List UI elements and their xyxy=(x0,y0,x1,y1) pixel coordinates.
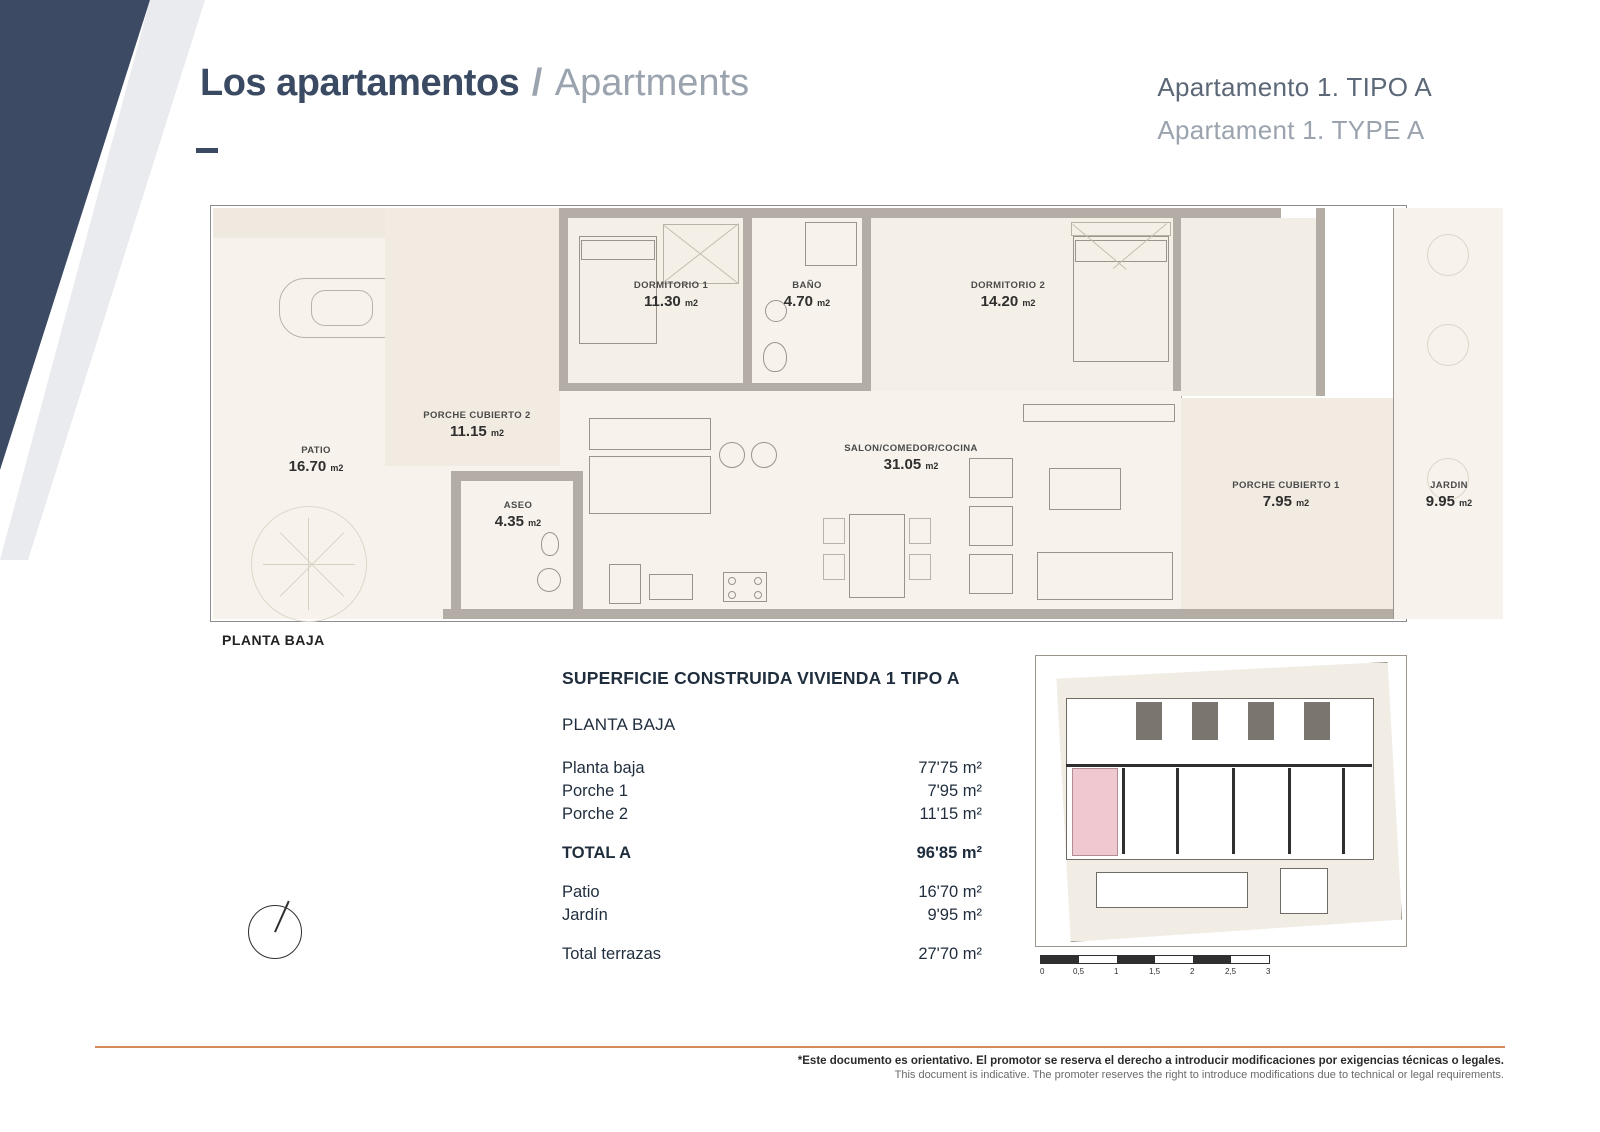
title-underline-dash xyxy=(196,148,218,153)
wall-aseo-top xyxy=(451,471,583,481)
footer-divider xyxy=(95,1046,1505,1048)
sink-icon-kitchen xyxy=(649,574,693,600)
key-plan-highlight-unit xyxy=(1072,768,1118,856)
areas-heading: SUPERFICIE CONSTRUIDA VIVIENDA 1 TIPO A xyxy=(562,668,960,688)
areas-summary xyxy=(562,668,992,966)
apartment-heading-es: Apartamento 1. TIPO A xyxy=(1157,72,1432,102)
area-label: Patio xyxy=(562,883,600,901)
label-jardin: JARDIN 9.95 m2 xyxy=(1425,480,1473,510)
label-aseo: ASEO 4.35 m2 xyxy=(494,500,542,530)
key-plan-wall-2 xyxy=(1176,768,1179,854)
tree-branch-2 xyxy=(308,518,309,610)
label-patio: PATIO 16.70 m2 xyxy=(288,445,344,475)
wardrobe-2 xyxy=(1071,222,1171,236)
wall-aseo-right xyxy=(573,471,583,619)
page-title-en: Apartments xyxy=(554,62,750,104)
page-title xyxy=(200,62,749,105)
table-row xyxy=(562,780,982,803)
title-separator: / xyxy=(531,62,543,104)
key-plan-stair-1 xyxy=(1136,702,1162,740)
area-value: 7'95 m² xyxy=(927,782,982,800)
wall-bano-right xyxy=(862,208,871,390)
shrub-icon-1 xyxy=(1427,234,1469,276)
footer-disclaimer-es: *Este documento es orientativo. El promotor se reserva el derecho a introducir modificaciones por exigencias técnicas o legales. xyxy=(797,1055,1504,1067)
kitchen-counter xyxy=(589,456,711,514)
label-porche-1: PORCHE CUBIERTO 1 7.95 m2 xyxy=(1232,480,1340,510)
apartment-heading-en: Apartament 1. TYPE A xyxy=(1157,115,1425,145)
terraces-value: 27'70 m² xyxy=(918,945,982,963)
table-row-total xyxy=(562,826,982,865)
label-dormitorio-1: DORMITORIO 1 11.30 m2 xyxy=(633,280,709,310)
key-plan-wall-5 xyxy=(1342,768,1345,854)
scale-segment-1 xyxy=(1041,955,1079,964)
footer-disclaimer xyxy=(798,1055,1504,1081)
shower-icon-bano xyxy=(805,222,857,266)
key-plan-stair-2 xyxy=(1192,702,1218,740)
key-plan-wall-1 xyxy=(1122,768,1125,854)
hob-burner-1 xyxy=(728,577,736,585)
area-label: Planta baja xyxy=(562,759,645,777)
table-row xyxy=(562,803,982,826)
area-value: 11'15 m² xyxy=(919,805,982,823)
areas-subheading: PLANTA BAJA xyxy=(562,715,676,734)
area-label: Porche 1 xyxy=(562,782,629,800)
area-value: 16'70 m² xyxy=(918,883,982,901)
scale-tick: 2,5 xyxy=(1225,967,1237,976)
wall-bottom-main xyxy=(443,609,1393,619)
sink-icon-aseo xyxy=(537,568,561,592)
total-label: TOTAL A xyxy=(562,844,632,862)
total-value: 96'85 m² xyxy=(916,844,982,862)
shrub-icon-2 xyxy=(1427,324,1469,366)
dining-chair-2 xyxy=(823,554,845,580)
scale-bar xyxy=(1040,955,1270,989)
hob-burner-4 xyxy=(754,591,762,599)
tv-unit xyxy=(1023,404,1175,422)
areas-table xyxy=(562,757,982,966)
label-bano: BAÑO 4.70 m2 xyxy=(783,280,831,310)
wall-right-upper xyxy=(1316,208,1325,396)
key-plan-wall-3 xyxy=(1232,768,1235,854)
label-porche-2: PORCHE CUBIERTO 2 11.15 m2 xyxy=(423,410,531,440)
table-row xyxy=(562,865,982,904)
car-windshield-1 xyxy=(311,290,373,326)
wall-dorm1-right xyxy=(743,208,752,390)
jardin-edge xyxy=(1393,208,1394,619)
table-row xyxy=(562,904,982,927)
scale-tick: 3 xyxy=(1266,967,1271,976)
key-plan-pool xyxy=(1096,872,1248,908)
hob-burner-3 xyxy=(728,591,736,599)
scale-tick: 2 xyxy=(1190,967,1195,976)
key-plan-service-block xyxy=(1280,868,1328,914)
compass-north-icon xyxy=(248,905,302,959)
bed-pillow-2 xyxy=(1075,240,1167,262)
key-plan-stair-3 xyxy=(1248,702,1274,740)
wall-left-main xyxy=(559,208,568,388)
hood-circle-1 xyxy=(719,442,745,468)
wall-bano-bottom xyxy=(752,383,871,391)
scale-tick: 1,5 xyxy=(1149,967,1161,976)
scale-tick: 0,5 xyxy=(1073,967,1085,976)
wall-aseo-left xyxy=(451,471,461,619)
sofa-icon xyxy=(1037,552,1173,600)
scale-tick: 0 xyxy=(1040,967,1045,976)
coffee-table xyxy=(1049,468,1121,510)
table-row-terraces xyxy=(562,927,982,966)
key-plan xyxy=(1035,655,1407,947)
key-plan-stair-4 xyxy=(1304,702,1330,740)
plan-caption: PLANTA BAJA xyxy=(222,632,325,648)
area-label: Jardín xyxy=(562,906,608,924)
armchair-3 xyxy=(969,554,1013,594)
area-label: Porche 2 xyxy=(562,805,629,823)
kitchen-island xyxy=(589,418,711,450)
scale-segment-3 xyxy=(1193,955,1231,964)
table-row xyxy=(562,757,982,780)
driveway-hatch xyxy=(213,208,385,238)
compass-needle xyxy=(274,901,289,933)
terraces-label: Total terrazas xyxy=(562,945,662,963)
floor-plan xyxy=(210,205,1473,622)
hood-circle-2 xyxy=(751,442,777,468)
key-plan-wall-4 xyxy=(1288,768,1291,854)
label-salon: SALON/COMEDOR/COCINA 31.05 m2 xyxy=(844,443,978,473)
dining-chair-3 xyxy=(909,518,931,544)
key-plan-wall-top xyxy=(1066,764,1372,767)
hob-burner-2 xyxy=(754,577,762,585)
terrace-upper-right xyxy=(1181,218,1317,396)
page-title-es: Los apartamentos xyxy=(200,62,520,104)
label-dormitorio-2: DORMITORIO 2 14.20 m2 xyxy=(970,280,1046,310)
footer-disclaimer-en: This document is indicative. The promoter reserves the right to introduce modifications due to technical or legal requirements. xyxy=(894,1069,1504,1081)
area-value: 9'95 m² xyxy=(927,906,982,924)
fridge-icon xyxy=(609,564,641,604)
dining-chair-4 xyxy=(909,554,931,580)
dining-chair-1 xyxy=(823,518,845,544)
armchair-2 xyxy=(969,506,1013,546)
area-value: 77'75 m² xyxy=(918,759,982,777)
scale-segment-2 xyxy=(1117,955,1155,964)
bed-pillow-1 xyxy=(581,240,655,260)
wall-dorm1-bottom xyxy=(559,383,752,391)
scale-tick: 1 xyxy=(1114,967,1119,976)
dining-table xyxy=(849,514,905,598)
toilet-icon-aseo xyxy=(541,532,559,556)
toilet-icon-bano xyxy=(763,342,787,372)
apartment-heading xyxy=(1157,72,1432,146)
